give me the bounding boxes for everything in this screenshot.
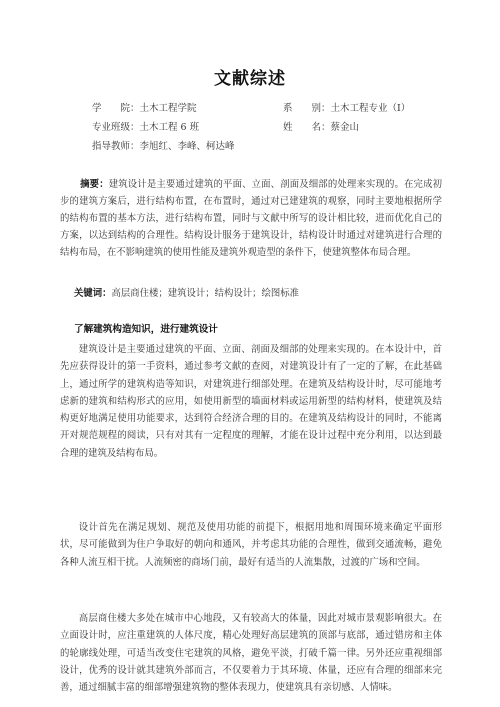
name-row (283, 121, 359, 134)
department-label: 系 别： (283, 103, 331, 114)
body-paragraph-3: 高层商住楼大多处在城市中心地段，又有较高大的体量，因此对城市景观影响很大。在立面设计时，应注重建筑的人体尺度，精心处理好高层建筑的顶部与底部，通过错房和主体的轮廓线处理，可适当改变住宅建筑的风格，避免平淡，打破千篇一律。另外还应重视细部设计，优秀的设计就其建筑外部而言，不仅要着力于其环境、体量，还应有合理的细部来完善，通过细腻丰富的细部增强建筑物的整体表现力，使建筑具有亲切感、人情味。 (60, 613, 442, 694)
class-label: 专业班级： (92, 122, 140, 133)
college-row (92, 102, 197, 115)
document-title: 文献综述 (214, 69, 286, 89)
college-value: 土木工程学院 (139, 103, 197, 114)
advisor-row (92, 140, 235, 153)
college-label: 学 院： (92, 103, 140, 114)
name-label: 姓 名： (283, 122, 331, 133)
department-value: 土木工程专业（Ⅰ） (330, 103, 411, 114)
body-paragraph-1: 建筑设计是主要通过建筑的平面、立面、剖面及细部的处理来实现的。在本设计中，首先应获得设计的第一手资料，通过参考文献的查阅，对建筑设计有了一定的了解，在此基础上，通过所学的建筑构造等知识，对建筑进行细部处理。在建筑及结构设计时，尽可能地考虑新的建筑和结构形式的应用，如使用新型的墙面材料或运用新型的结构材料，使建筑及结构更好地满足使用功能要求，达到符合经济合理的目的。在建筑及结构设计的同时，不能离开对规范规程的阅读，只有对其有一定程度的理解，才能在设计过程中充分利用，以达到最合理的建筑及结构布局。 (60, 344, 442, 459)
advisor-value: 李旭红、李峰、柯达峰 (139, 141, 235, 152)
class-value: 土木工程 6 班 (139, 122, 200, 133)
body-paragraph-2: 设计首先在满足规划、规范及使用功能的前提下，根据用地和周围环境来确定平面形状，尽可能做到为住户争取好的朝向和通风，并考虑其功能的合理性，做到交通流畅，避免各种人流互相干扰。人流频密的商场门前，最好有适当的人流集散，过渡的广场和空间。 (60, 522, 442, 568)
advisor-label: 指导教师： (92, 141, 140, 152)
abstract (60, 176, 442, 261)
keywords (74, 285, 299, 299)
section-heading: 了解建筑构造知识，进行建筑设计 (74, 324, 218, 335)
abstract-label: 摘要： (80, 179, 109, 190)
keywords-text: 高层商住楼；建筑设计；结构设计；绘图标准 (111, 288, 300, 299)
class-row (92, 121, 199, 134)
keywords-label: 关键词： (74, 288, 112, 299)
abstract-text: 建筑设计是主要通过建筑的平面、立面、剖面及细部的处理来实现的。在完成初步的建筑方案后，进行结构布置，在布置时，通过对已建建筑的观察，同时主要地根据所学的结构布置的基本方法，进行结构布置，同时与文献中所写的设计相比较，进而优化自己的方案，以达到结构的合理性。结构设计服务于建筑设计，结构设计时通过对建筑进行合理的结构布局，在不影响建筑的使用性能及建筑外观造型的条件下，使建筑整体布局合理。 (60, 179, 442, 258)
department-row (283, 102, 410, 115)
name-value: 蔡金山 (330, 122, 360, 133)
